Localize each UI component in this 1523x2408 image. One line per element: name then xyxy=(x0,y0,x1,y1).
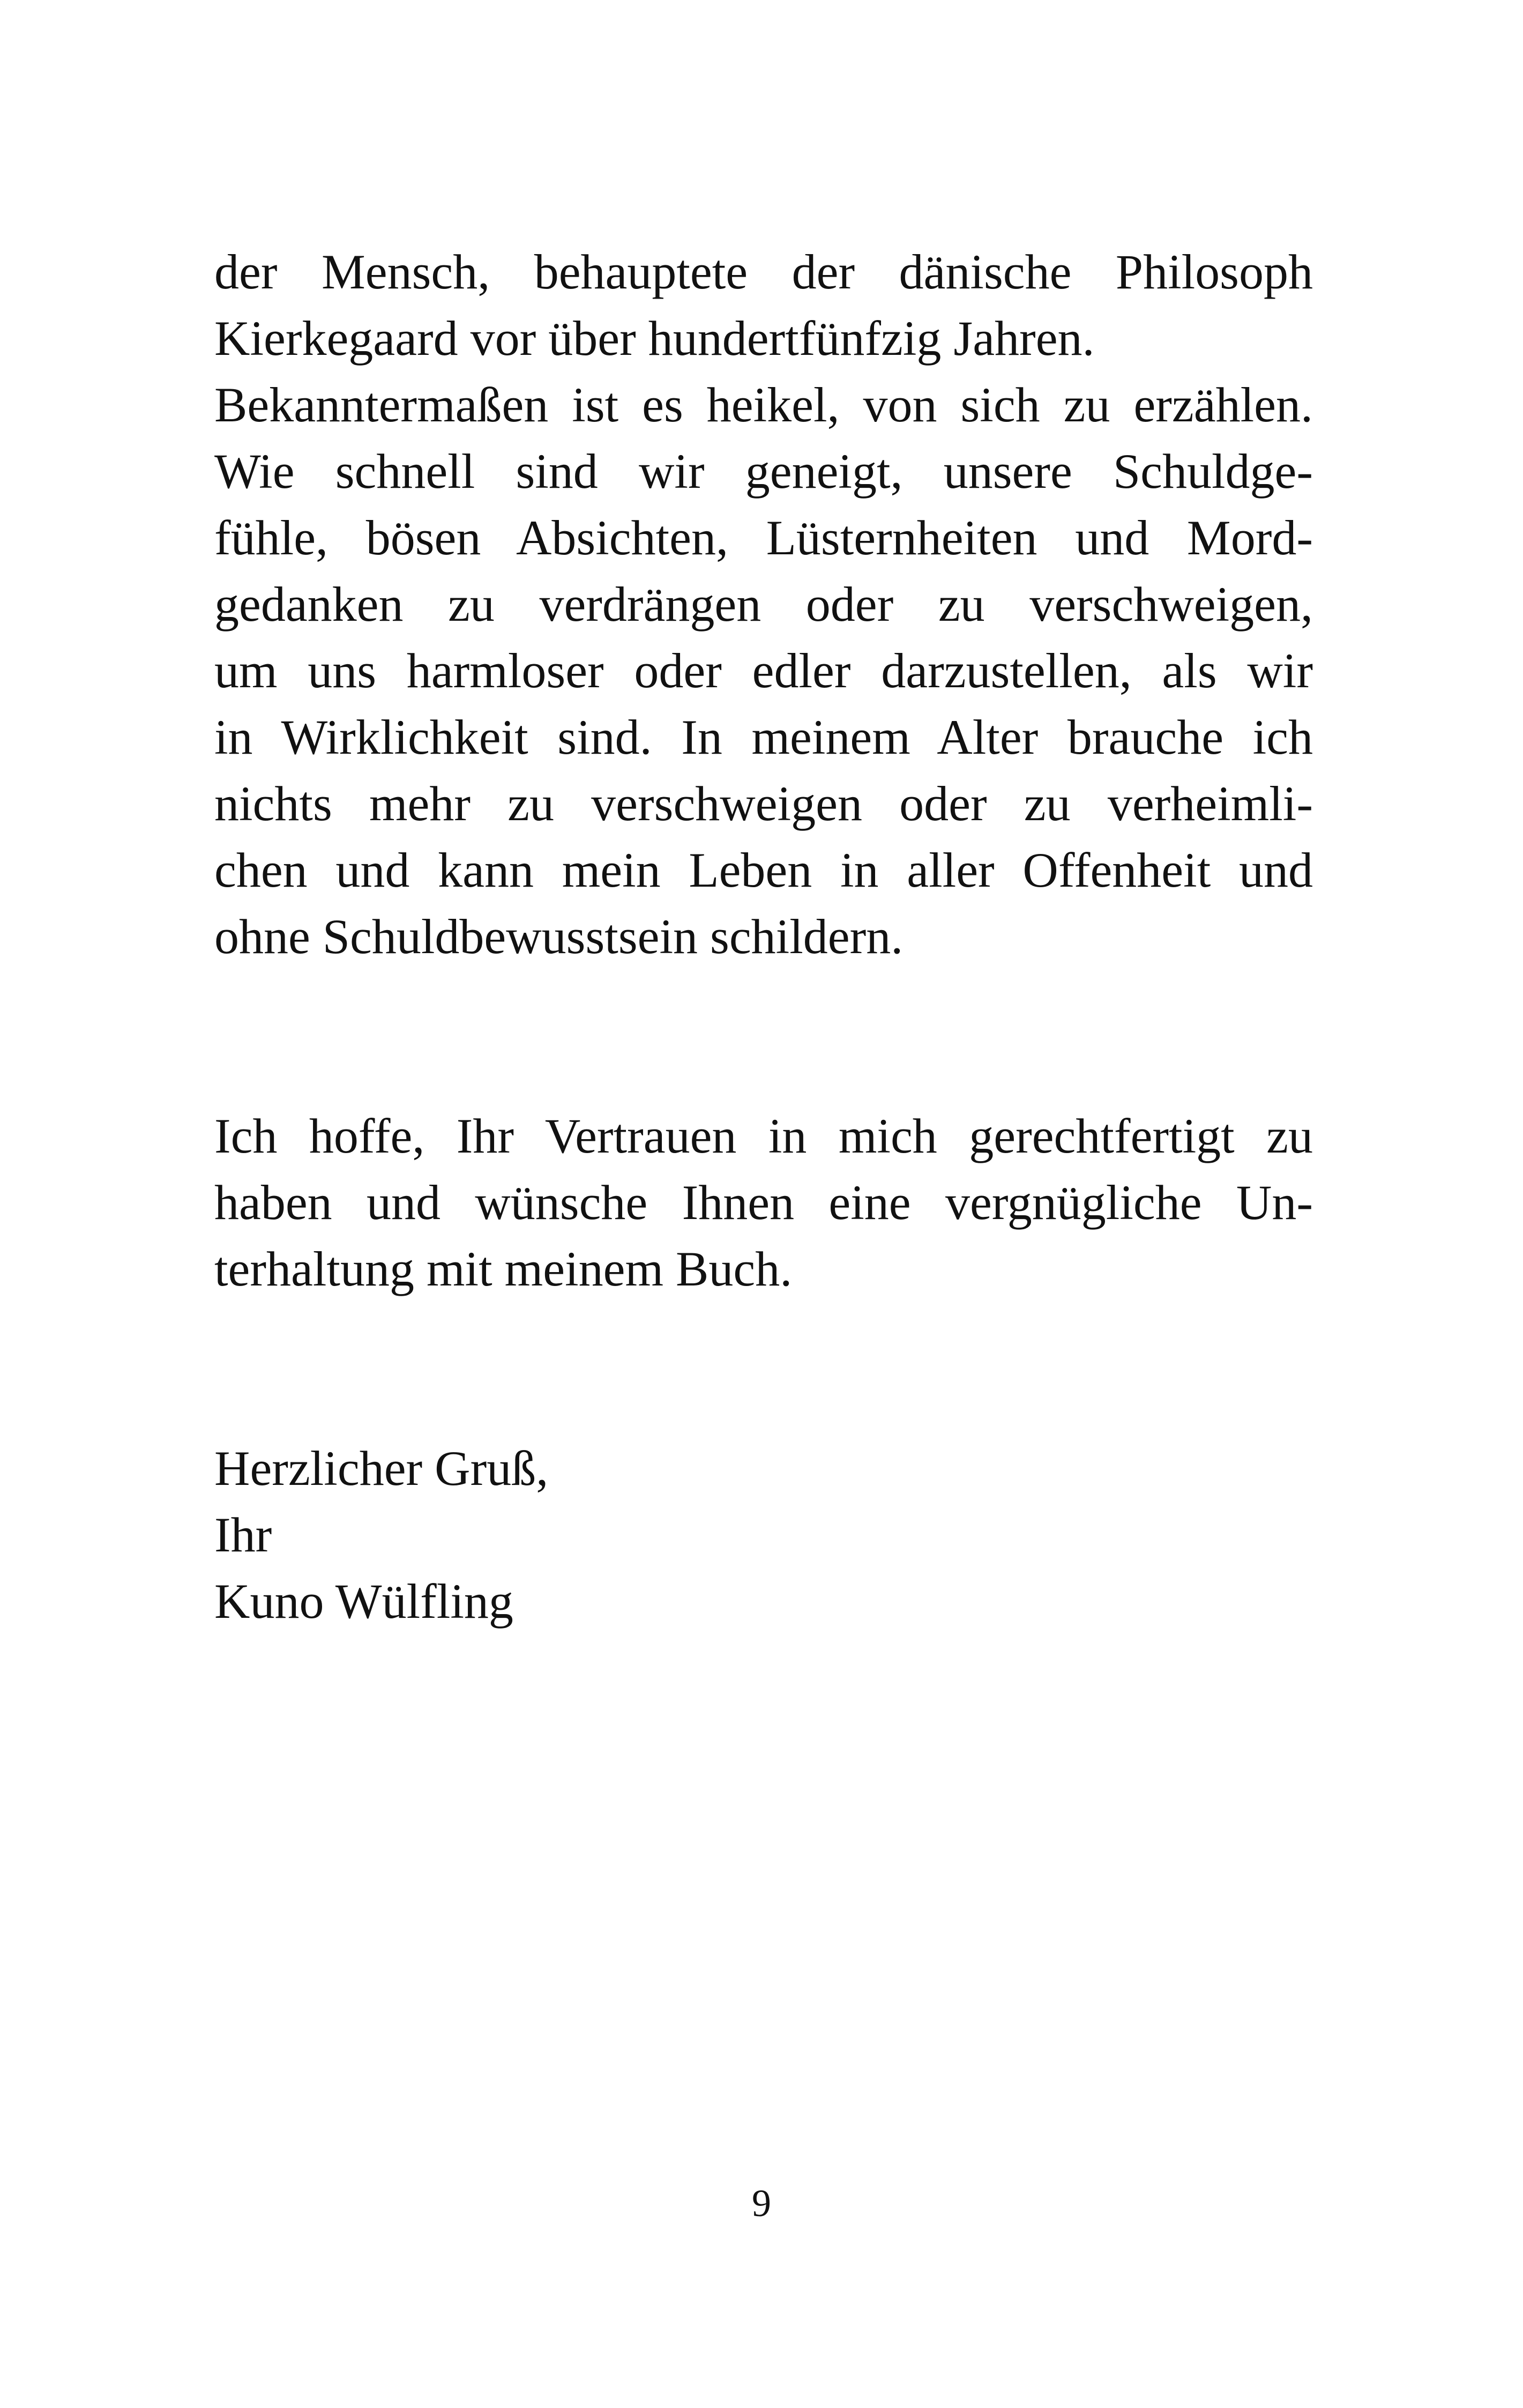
paragraph-spacer xyxy=(214,1302,1313,1435)
paragraph-spacer xyxy=(214,970,1313,1103)
paragraph-1 xyxy=(214,239,1313,970)
author-name: Kuno Wülfling xyxy=(214,1574,513,1629)
paragraph-2 xyxy=(214,1103,1313,1302)
text-line: Kierkegaard vor über hundertfünfzig Jahren. xyxy=(214,311,1095,366)
text-line: chen und kann mein Leben in aller Offenheit und xyxy=(214,843,1313,897)
text-line: terhaltung mit meinem Buch. xyxy=(214,1242,793,1296)
text-line: Bekanntermaßen ist es heikel, von sich zu erzählen. xyxy=(214,377,1313,432)
body-text xyxy=(214,239,1313,1634)
text-line: der Mensch, behauptete der dänische Philosoph xyxy=(214,244,1313,299)
closing-signature xyxy=(214,1435,1313,1634)
text-line: nichts mehr zu verschweigen oder zu verheimli- xyxy=(214,776,1313,831)
text-line: Wie schnell sind wir geneigt, unsere Schuldge- xyxy=(214,444,1313,499)
closing-possessive: Ihr xyxy=(214,1507,272,1562)
text-line: gedanken zu verdrängen oder zu verschweigen, xyxy=(214,577,1313,631)
text-line: ohne Schuldbewusstsein schildern. xyxy=(214,909,904,964)
closing-greeting: Herzlicher Gruß, xyxy=(214,1441,549,1496)
page-number: 9 xyxy=(752,2182,771,2225)
text-line: Ich hoffe, Ihr Vertrauen in mich gerechtfertigt zu xyxy=(214,1109,1313,1163)
text-line: in Wirklichkeit sind. In meinem Alter brauche ich xyxy=(214,710,1313,764)
text-line: fühle, bösen Absichten, Lüsternheiten und Mord- xyxy=(214,510,1313,565)
text-line: haben und wünsche Ihnen eine vergnügliche Un- xyxy=(214,1175,1313,1230)
text-line: um uns harmloser oder edler darzustellen, als wir xyxy=(214,643,1313,698)
